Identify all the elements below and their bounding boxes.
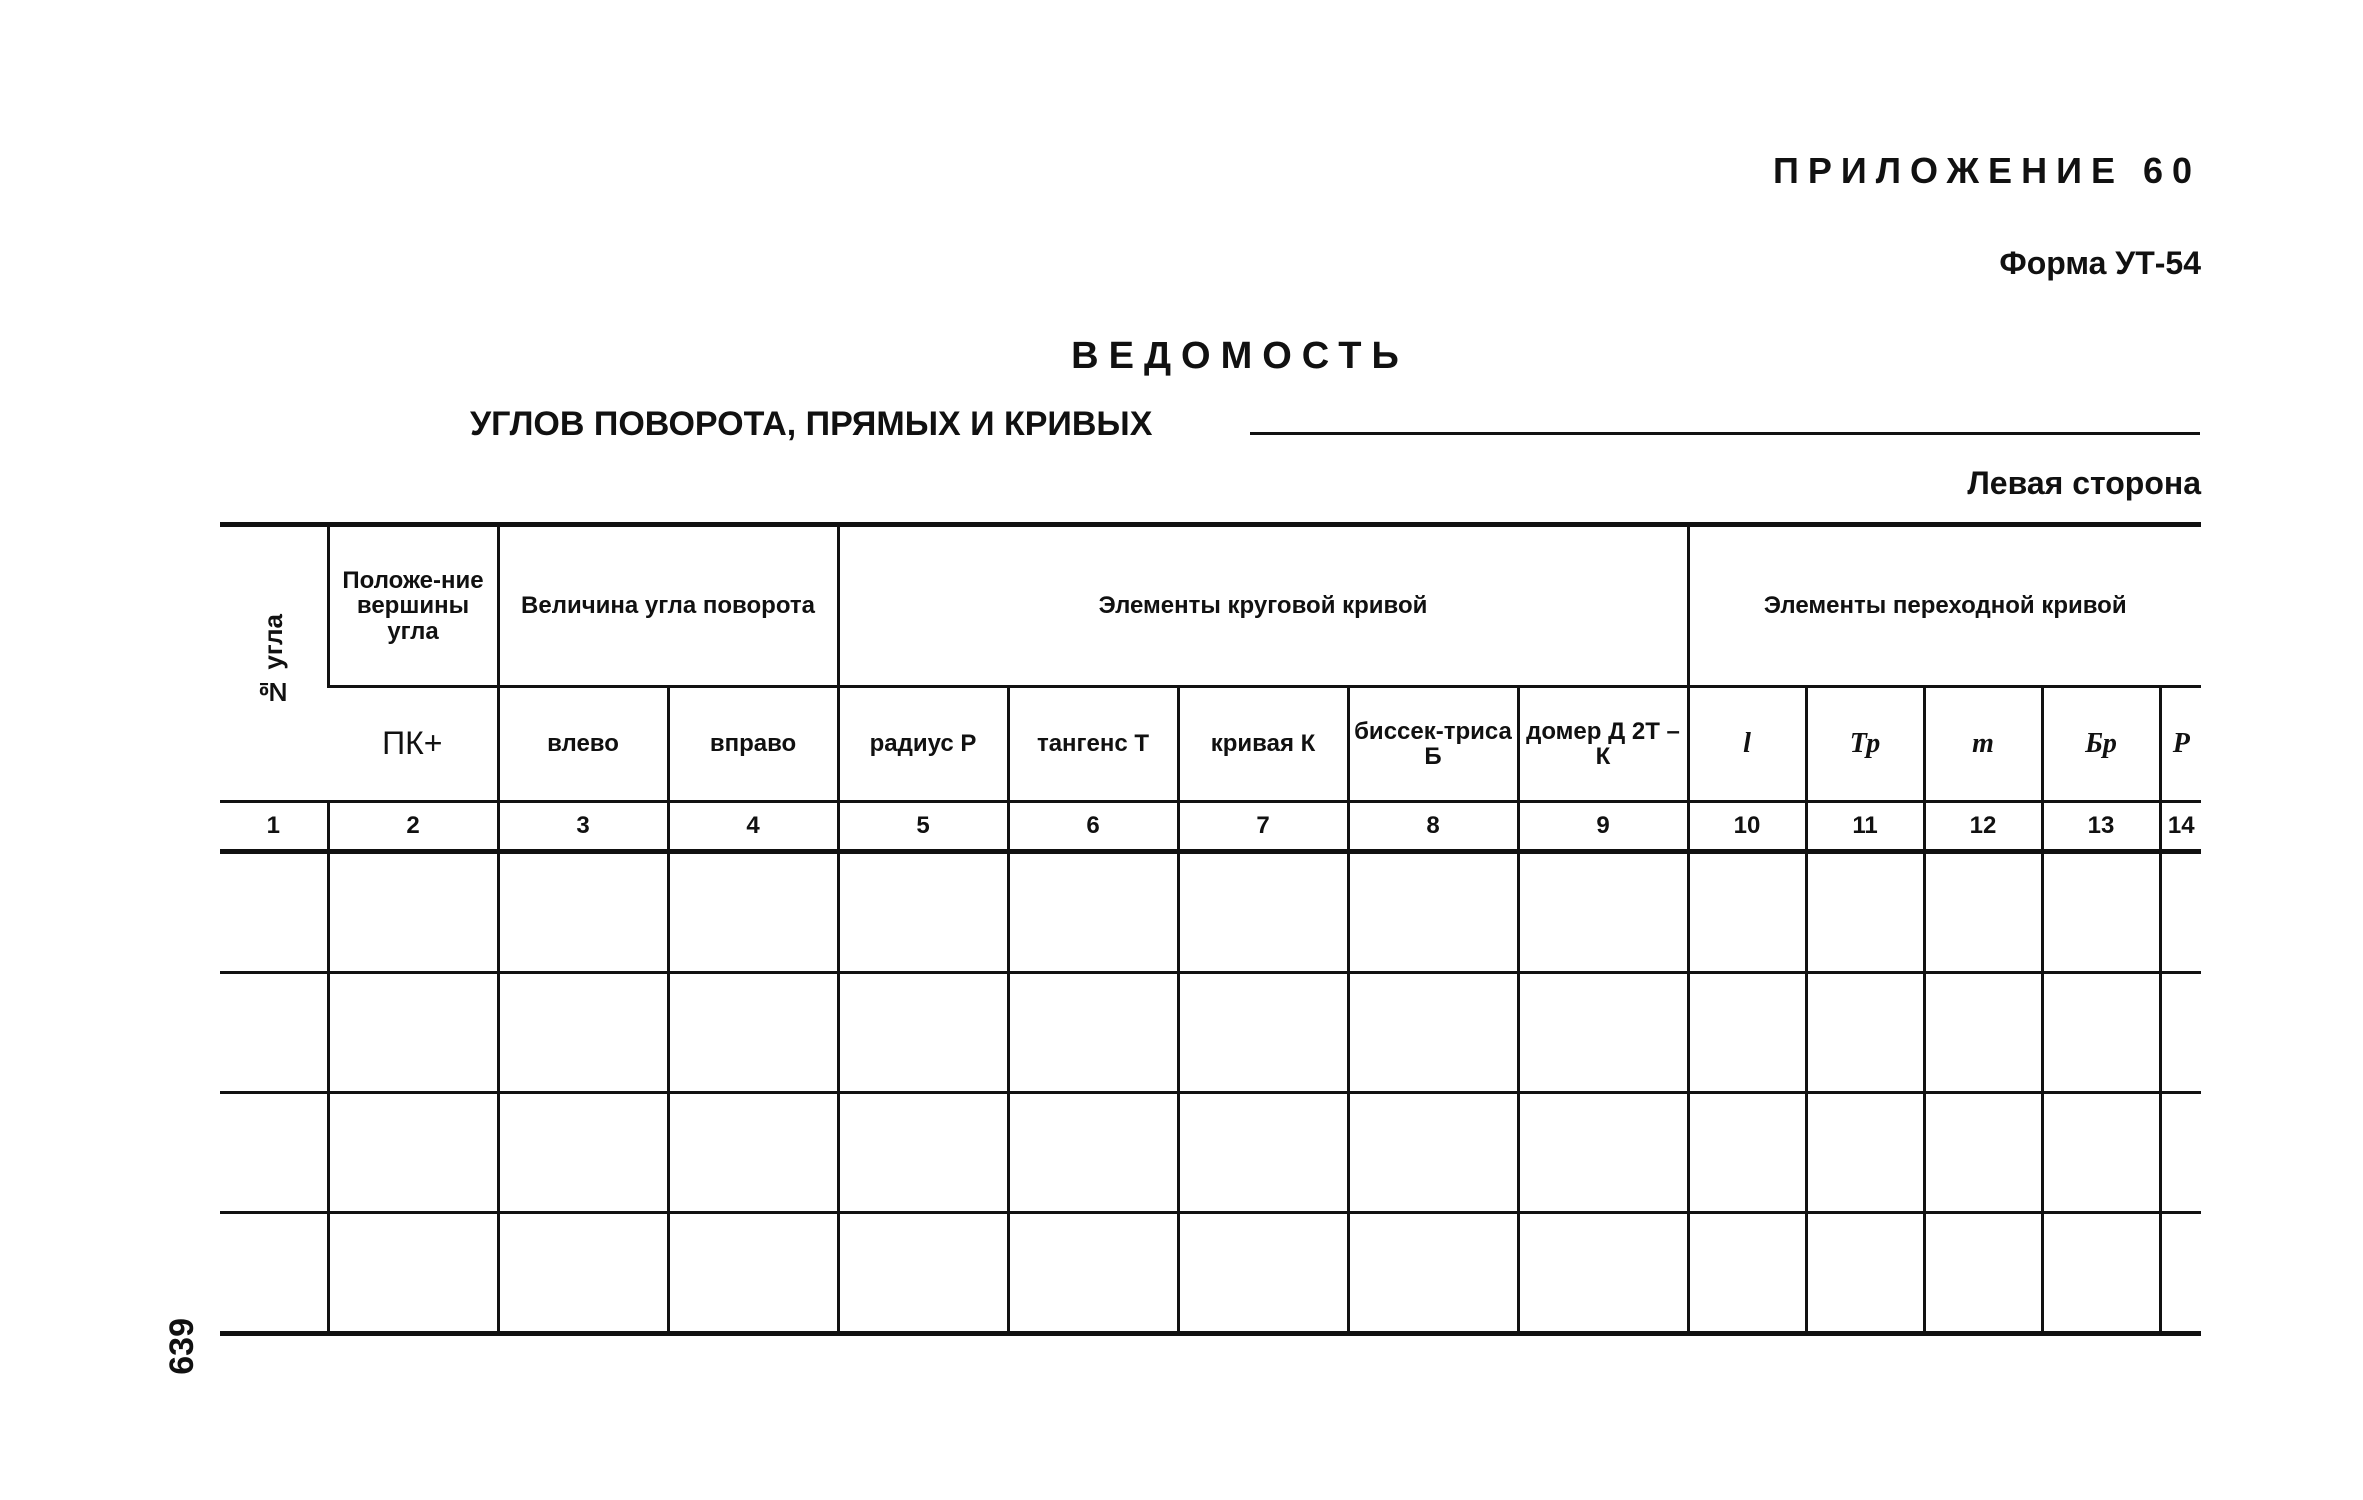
table-cell[interactable] <box>1178 1093 1348 1213</box>
document-subtitle: УГЛОВ ПОВОРОТА, ПРЯМЫХ И КРИВЫХ <box>470 405 1153 443</box>
table-cell[interactable] <box>1348 973 1518 1093</box>
vertex-position-header: Положе-ние вершины угла <box>328 525 498 687</box>
table-cell[interactable] <box>1518 1093 1688 1213</box>
table-cell[interactable] <box>1688 973 1806 1093</box>
table-cell[interactable] <box>838 1213 1008 1334</box>
table-cell[interactable] <box>1924 1093 2042 1213</box>
table-cell[interactable] <box>220 1093 328 1213</box>
table-cell[interactable] <box>1806 973 1924 1093</box>
angle-number-label: № угла <box>257 614 288 708</box>
table-cell[interactable] <box>498 973 668 1093</box>
column-number: 4 <box>668 802 838 852</box>
column-number: 8 <box>1348 802 1518 852</box>
table-cell[interactable] <box>1688 852 1806 973</box>
table-cell[interactable] <box>220 852 328 973</box>
table-cell[interactable] <box>1518 852 1688 973</box>
table-cell[interactable] <box>1688 1213 1806 1334</box>
table-cell[interactable] <box>1348 852 1518 973</box>
l-header: l <box>1688 687 1806 802</box>
table-row <box>220 1213 2201 1334</box>
table-cell[interactable] <box>2042 852 2160 973</box>
table-cell[interactable] <box>1518 973 1688 1093</box>
table-cell[interactable] <box>1806 1093 1924 1213</box>
subtitle-fill-line <box>1250 432 2200 435</box>
statement-table <box>220 522 2201 1336</box>
table-cell[interactable] <box>328 1093 498 1213</box>
header-group-row <box>220 525 2201 687</box>
table-cell[interactable] <box>328 973 498 1093</box>
angle-number-header <box>220 525 328 802</box>
table-cell[interactable] <box>220 973 328 1093</box>
column-number: 5 <box>838 802 1008 852</box>
table-cell[interactable] <box>1178 973 1348 1093</box>
document-title: ВЕДОМОСТЬ <box>1071 335 1409 377</box>
bp-header: Бр <box>2042 687 2160 802</box>
table-cell[interactable] <box>2160 1093 2201 1213</box>
table-cell[interactable] <box>1008 973 1178 1093</box>
table-cell[interactable] <box>1924 1213 2042 1334</box>
appendix-label: ПРИЛОЖЕНИЕ 60 <box>1772 150 2201 191</box>
table-row <box>220 1093 2201 1213</box>
table-cell[interactable] <box>498 1213 668 1334</box>
column-number: 2 <box>328 802 498 852</box>
table-cell[interactable] <box>1806 852 1924 973</box>
page-number: 639 <box>163 1318 201 1375</box>
turn-angle-header: Величина угла поворота <box>498 525 838 687</box>
table-cell[interactable] <box>498 852 668 973</box>
left-header: влево <box>498 687 668 802</box>
table-cell[interactable] <box>838 973 1008 1093</box>
table-cell[interactable] <box>1008 1213 1178 1334</box>
table-cell[interactable] <box>2160 973 2201 1093</box>
column-number-row <box>220 802 2201 852</box>
m-header: m <box>1924 687 2042 802</box>
tp-header: Тр <box>1806 687 1924 802</box>
table-cell[interactable] <box>328 1213 498 1334</box>
table-cell[interactable] <box>328 852 498 973</box>
pk-header: ПК+ <box>328 687 498 802</box>
column-number: 1 <box>220 802 328 852</box>
table-cell[interactable] <box>2160 1213 2201 1334</box>
radius-header: радиус Р <box>838 687 1008 802</box>
table-cell[interactable] <box>1348 1093 1518 1213</box>
table-cell[interactable] <box>1924 852 2042 973</box>
table-cell[interactable] <box>1008 852 1178 973</box>
table-cell[interactable] <box>220 1213 328 1334</box>
column-number: 10 <box>1688 802 1806 852</box>
column-number: 7 <box>1178 802 1348 852</box>
table-cell[interactable] <box>2042 1093 2160 1213</box>
circular-curve-header: Элементы круговой кривой <box>838 525 1688 687</box>
bisector-header: биссек-триса Б <box>1348 687 1518 802</box>
table-cell[interactable] <box>1348 1213 1518 1334</box>
header-sub-row <box>220 687 2201 802</box>
form-number: Форма УТ-54 <box>1999 245 2201 281</box>
table-cell[interactable] <box>2160 852 2201 973</box>
table-cell[interactable] <box>1806 1213 1924 1334</box>
table-cell[interactable] <box>668 973 838 1093</box>
table-cell[interactable] <box>2042 1213 2160 1334</box>
column-number: 9 <box>1518 802 1688 852</box>
column-number: 6 <box>1008 802 1178 852</box>
table-cell[interactable] <box>838 852 1008 973</box>
p-header: Р <box>2160 687 2201 802</box>
tangent-header: тангенс Т <box>1008 687 1178 802</box>
table-row <box>220 973 2201 1093</box>
column-number: 3 <box>498 802 668 852</box>
table-cell[interactable] <box>1518 1213 1688 1334</box>
table-cell[interactable] <box>498 1093 668 1213</box>
table-cell[interactable] <box>668 852 838 973</box>
right-header: вправо <box>668 687 838 802</box>
curve-header: кривая К <box>1178 687 1348 802</box>
table-cell[interactable] <box>1924 973 2042 1093</box>
table-cell[interactable] <box>1008 1093 1178 1213</box>
domer-header: домер Д 2Т – К <box>1518 687 1688 802</box>
table-cell[interactable] <box>1178 852 1348 973</box>
table-cell[interactable] <box>668 1213 838 1334</box>
side-label: Левая сторона <box>1967 465 2201 501</box>
table-cell[interactable] <box>668 1093 838 1213</box>
column-number: 11 <box>1806 802 1924 852</box>
table-cell[interactable] <box>1688 1093 1806 1213</box>
table-cell[interactable] <box>1178 1213 1348 1334</box>
column-number: 14 <box>2160 802 2201 852</box>
table-cell[interactable] <box>838 1093 1008 1213</box>
table-cell[interactable] <box>2042 973 2160 1093</box>
transition-curve-header: Элементы переходной кривой <box>1688 525 2201 687</box>
table-row <box>220 852 2201 973</box>
column-number: 12 <box>1924 802 2042 852</box>
column-number: 13 <box>2042 802 2160 852</box>
